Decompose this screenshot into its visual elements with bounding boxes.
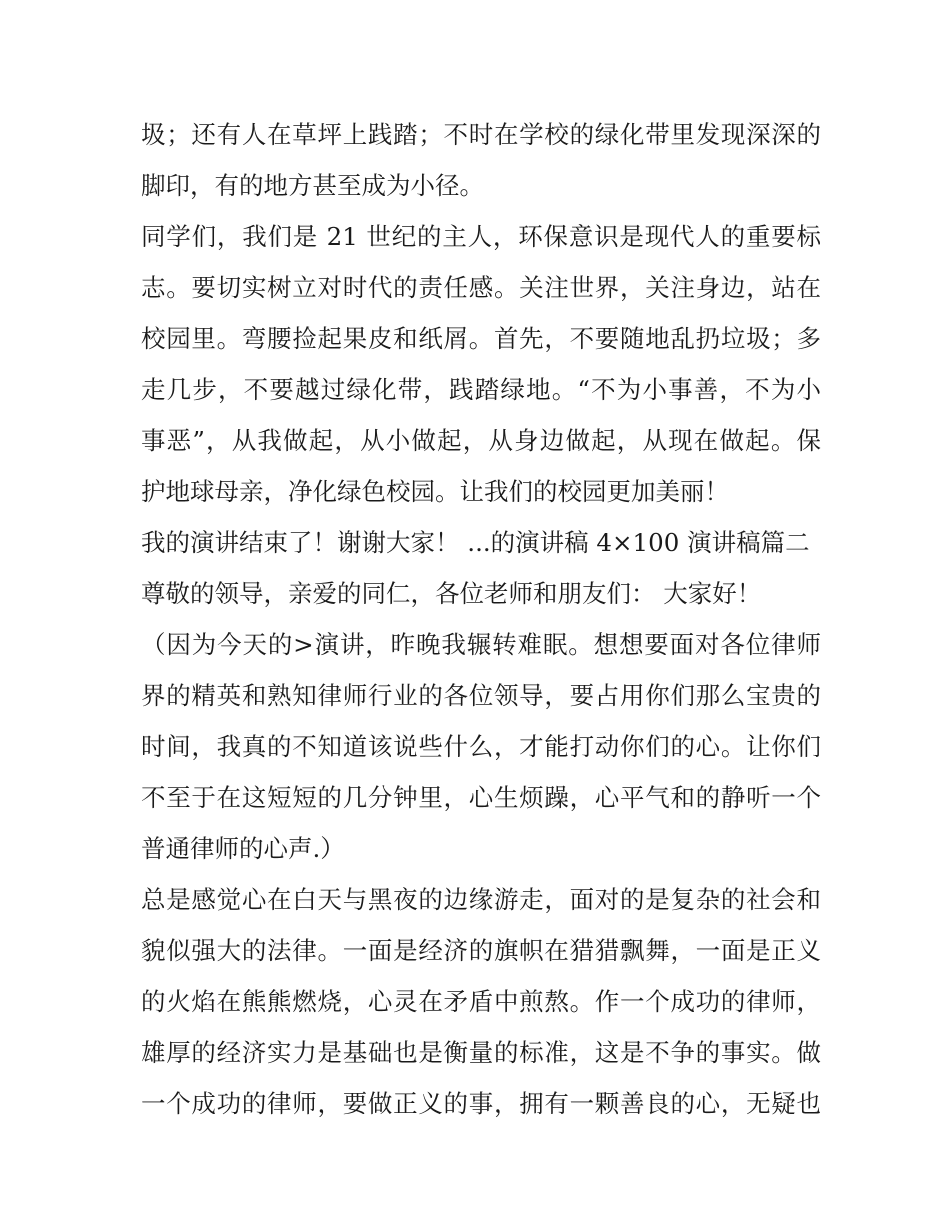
text-line: 尊敬的领导，亲爱的同仁，各位老师和朋友们： 大家好！ — [141, 579, 762, 608]
text-line: 总是感觉心在白天与黑夜的边缘游走，面对的是复杂的社会和 — [141, 885, 821, 914]
text-line: 貌似强大的法律。一面是经济的旗帜在猎猎飘舞，一面是正义 — [141, 936, 821, 965]
text-line: （因为今天的>演讲，昨晚我辗转难眠。想想要面对各位律师 — [141, 630, 821, 659]
text-line: 圾；还有人在草坪上践踏；不时在学校的绿化带里发现深深的 — [141, 120, 821, 149]
text-line: 走几步，不要越过绿化带，践踏绿地。“不为小事善，不为小 — [141, 375, 821, 404]
text-line: 志。要切实树立对时代的责任感。关注世界，关注身边，站在 — [141, 273, 821, 302]
text-line: 事恶”，从我做起，从小做起，从身边做起，从现在做起。保 — [141, 426, 821, 455]
text-line: 普通律师的心声.） — [141, 834, 345, 863]
text-line: 脚印，有的地方甚至成为小径。 — [141, 171, 484, 200]
text-line: 界的精英和熟知律师行业的各位领导，要占用你们那么宝贵的 — [141, 681, 821, 710]
text-line: 同学们，我们是 21 世纪的主人，环保意识是现代人的重要标 — [141, 222, 821, 251]
text-line: 时间，我真的不知道该说些什么，才能打动你们的心。让你们 — [141, 732, 821, 761]
text-line: 雄厚的经济实力是基础也是衡量的标准，这是不争的事实。做 — [141, 1038, 821, 1067]
text-line: 的火焰在熊熊燃烧，心灵在矛盾中煎熬。作一个成功的律师， — [141, 987, 821, 1016]
document-body — [141, 109, 821, 1129]
text-line: 护地球母亲，净化绿色校园。让我们的校园更加美丽！ — [141, 477, 729, 506]
text-line: 我的演讲结束了！谢谢大家！ ...的演讲稿 4×100 演讲稿篇二 — [141, 528, 810, 557]
text-line: 不至于在这短短的几分钟里，心生烦躁，心平气和的静听一个 — [141, 783, 821, 812]
text-line: 校园里。弯腰捡起果皮和纸屑。首先，不要随地乱扔垃圾；多 — [141, 324, 821, 353]
text-line: 一个成功的律师，要做正义的事，拥有一颗善良的心，无疑也 — [141, 1089, 821, 1118]
